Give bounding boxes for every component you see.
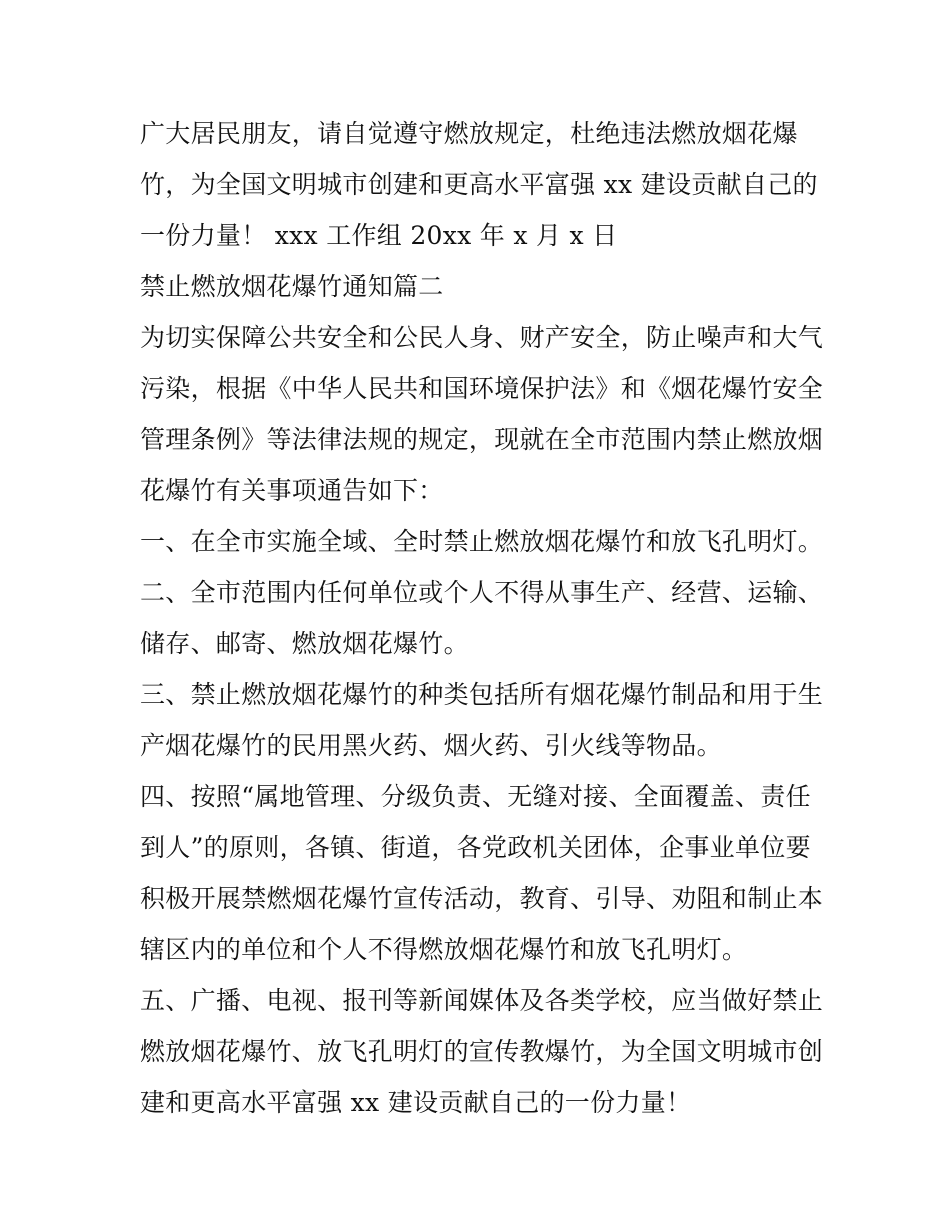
text-line: 三、禁止燃放烟花爆竹的种类包括所有烟花爆竹制品和用于生 bbox=[140, 680, 824, 709]
text-line: 广大居民朋友，请自觉遵守燃放规定，杜绝违法燃放烟花爆 bbox=[140, 119, 798, 148]
text-line: 产烟花爆竹的民用黑火药、烟火药、引火线等物品。 bbox=[140, 731, 722, 760]
text-line: 到人”的原则，各镇、街道，各党政机关团体，企事业单位要 bbox=[140, 833, 811, 862]
text-line: 四、按照“属地管理、分级负责、无缝对接、全面覆盖、责任 bbox=[140, 782, 811, 811]
text-line: 为切实保障公共安全和公民人身、财产安全，防止噪声和大气 bbox=[140, 323, 824, 352]
text-line: 污染，根据《中华人民共和国环境保护法》和《烟花爆竹安全 bbox=[140, 374, 824, 403]
text-line: 一、在全市实施全域、全时禁止燃放烟花爆竹和放飞孔明灯。 bbox=[140, 527, 824, 556]
text-line: 花爆竹有关事项通告如下： bbox=[140, 476, 444, 505]
text-line: 燃放烟花爆竹、放飞孔明灯的宣传教爆竹，为全国文明城市创 bbox=[140, 1037, 824, 1066]
text-line: 积极开展禁燃烟花爆竹宣传活动，教育、引导、劝阻和制止本 bbox=[140, 884, 824, 913]
document-body bbox=[140, 108, 824, 1128]
text-line: 五、广播、电视、报刊等新闻媒体及各类学校，应当做好禁止 bbox=[140, 986, 824, 1015]
text-line: 竹，为全国文明城市创建和更高水平富强 xx 建设贡献自己的 bbox=[140, 170, 818, 199]
text-line: 一份力量！ xxx 工作组 20xx 年 x 月 x 日 bbox=[140, 221, 618, 250]
text-line: 建和更高水平富强 xx 建设贡献自己的一份力量！ bbox=[140, 1088, 692, 1117]
section-title: 禁止燃放烟花爆竹通知篇二 bbox=[140, 272, 444, 301]
text-line: 管理条例》等法律法规的规定，现就在全市范围内禁止燃放烟 bbox=[140, 425, 824, 454]
text-line: 二、全市范围内任何单位或个人不得从事生产、经营、运输、 bbox=[140, 578, 824, 607]
text-line: 储存、邮寄、燃放烟花爆竹。 bbox=[140, 629, 469, 658]
text-line: 辖区内的单位和个人不得燃放烟花爆竹和放飞孔明灯。 bbox=[140, 935, 748, 964]
